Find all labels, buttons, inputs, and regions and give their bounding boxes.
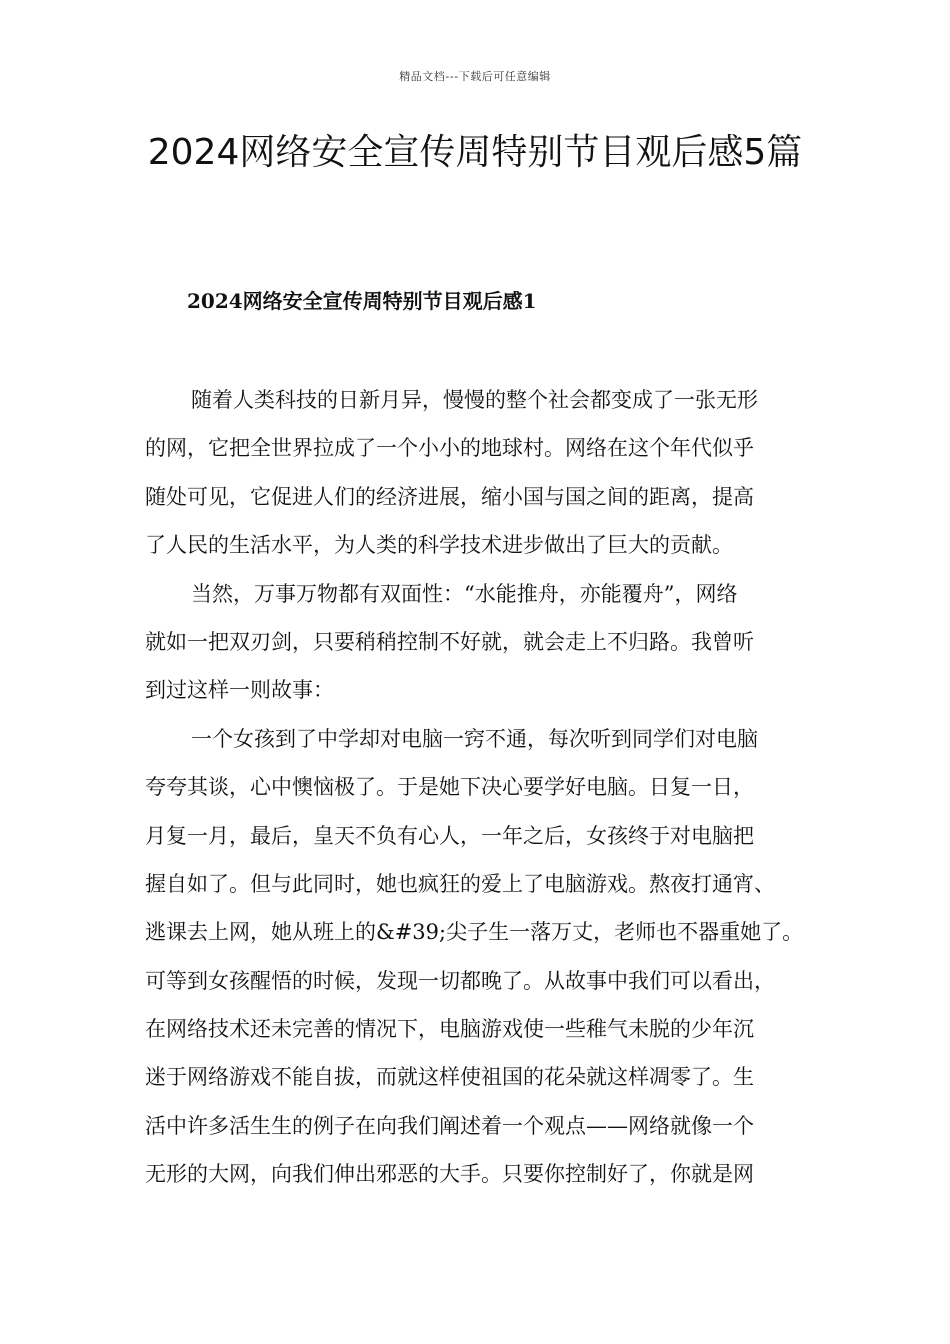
text-line: 随处可见，它促进人们的经济进展，缩小国与国之间的距离，提高 [145, 484, 754, 509]
paragraph [145, 376, 815, 570]
text-line: 随着人类科技的日新月异，慢慢的整个社会都变成了一张无形 [191, 388, 758, 412]
text-line: 的网，它把全世界拉成了一个小小的地球村。网络在这个年代似乎 [145, 436, 754, 461]
document-body [145, 376, 815, 1199]
text-line: 握自如了。但与此同时，她也疯狂的爱上了电脑游戏。熬夜打通宵、 [145, 871, 775, 896]
text-line: 可等到女孩醒悟的时候，发现一切都晚了。从故事中我们可以看出， [145, 968, 775, 993]
text-line: 一个女孩到了中学却对电脑一窍不通，每次听到同学们对电脑 [191, 726, 758, 751]
text-line: 在网络技术还未完善的情况下，电脑游戏使一些稚气未脱的少年沉 [145, 1017, 754, 1042]
text-line: 就如一把双刃剑，只要稍稍控制不好就，就会走上不归路。我曾听 [145, 629, 754, 654]
header-note: 精品文档---下载后可任意编辑 [399, 70, 551, 83]
document-title: 2024网络安全宣传周特别节目观后感5篇 [147, 132, 803, 173]
text-line: 迷于网络游戏不能自拔，而就这样使祖国的花朵就这样凋零了。生 [145, 1065, 754, 1090]
text-line: 夸夸其谈，心中懊恼极了。于是她下决心要学好电脑。日复一日， [145, 775, 754, 800]
text-line: 活中许多活生生的例子在向我们阐述着一个观点——网络就像一个 [145, 1113, 754, 1138]
section-title: 2024网络安全宣传周特别节目观后感1 [187, 289, 537, 313]
text-line: 月复一月，最后，皇天不负有心人，一年之后，女孩终于对电脑把 [145, 823, 754, 848]
text-line: 了人民的生活水平，为人类的科学技术进步做出了巨大的贡献。 [145, 533, 733, 558]
text-line: 到过这样一则故事： [145, 678, 334, 703]
paragraph [145, 715, 815, 1199]
text-line: 无形的大网，向我们伸出邪恶的大手。只要你控制好了，你就是网 [145, 1162, 754, 1187]
text-line: 逃课去上网，她从班上的&#39;尖子生一落万丈，老师也不器重她了。 [145, 920, 804, 945]
paragraph [145, 570, 815, 715]
text-line: 当然，万事万物都有双面性：“水能推舟，亦能覆舟”，网络 [191, 581, 738, 606]
